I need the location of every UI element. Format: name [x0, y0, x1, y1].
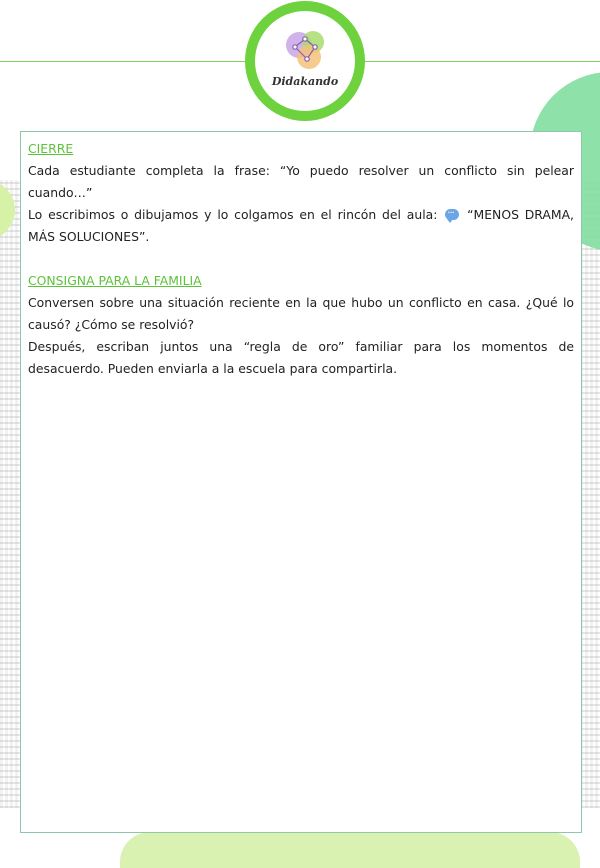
logo-text: Didakando	[271, 75, 339, 88]
familia-paragraph-1: Conversen sobre una situación reciente en la que hubo un conflicto en casa. ¿Qué lo causó? ¿Cómo se resolvió?	[28, 295, 574, 332]
logo	[245, 1, 365, 121]
speech-bubble-icon	[445, 209, 459, 220]
newspaper-texture-left	[0, 180, 20, 808]
cierre-line-2-text: Lo escribimos o dibujamos y lo colgamos en el rincón del aula:	[28, 207, 438, 222]
section-spacer	[28, 248, 574, 270]
familia-paragraph-2: Después, escriban juntos una “regla de oro” familiar para los momentos de desacuerdo. Pueden enviarla a la escuela para compartirla.	[28, 339, 574, 376]
section-title-familia: CONSIGNA PARA LA FAMILIA	[28, 273, 202, 288]
decorative-blob-bottom	[120, 832, 580, 868]
content-box	[20, 131, 582, 833]
cierre-line-1: Cada estudiante completa la frase: “Yo puedo resolver un conflicto sin pelear cuando…”	[28, 163, 574, 200]
molecule-logo-icon	[277, 27, 333, 73]
section-title-cierre: CIERRE	[28, 141, 74, 156]
newspaper-texture-right	[580, 180, 600, 808]
cierre-line-2	[28, 204, 574, 248]
cierre-slogan: “MENOS DRAMA, MÁS SOLUCIONES”.	[28, 207, 574, 244]
logo-badge	[255, 11, 355, 111]
